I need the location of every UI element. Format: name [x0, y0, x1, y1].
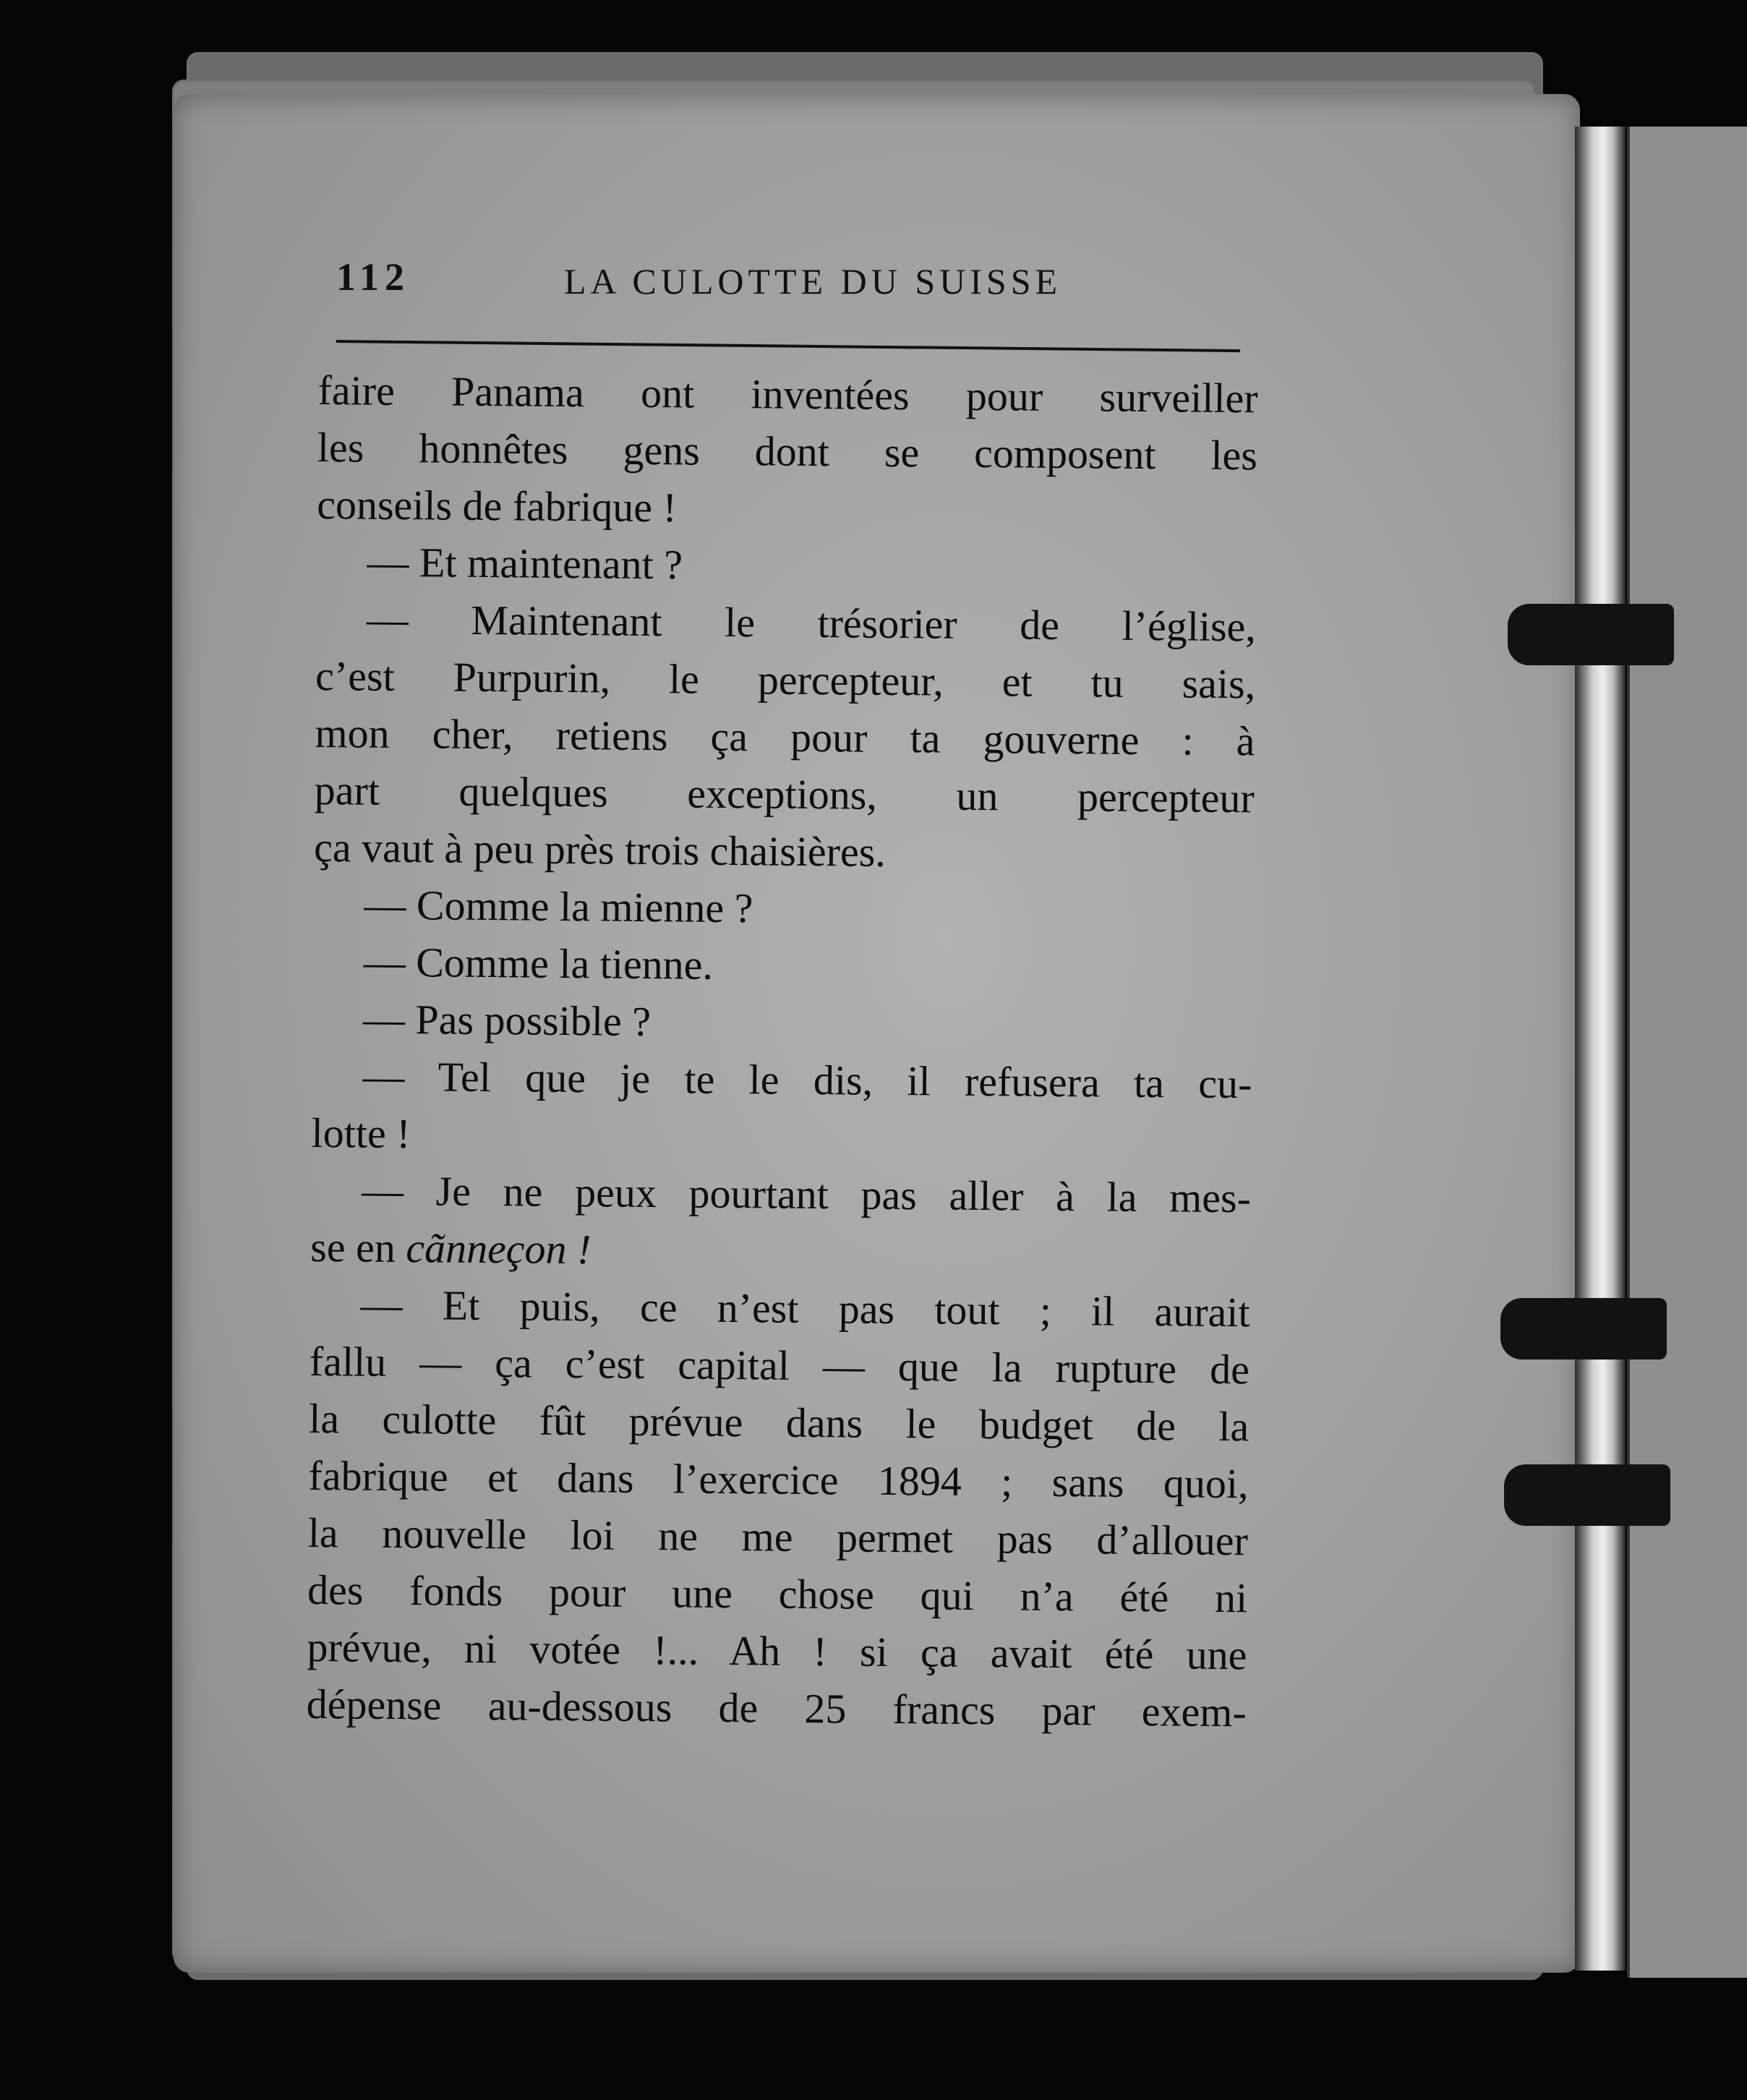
book-spine	[1575, 127, 1626, 1971]
running-head: LA CULOTTE DU SUISSE	[564, 261, 1062, 302]
italic-word: cãnneçon !	[406, 1224, 591, 1273]
text-line: part quelques exceptions, un percepteur	[314, 766, 1255, 822]
text-line: dépense au-dessous de 25 francs par exem-	[306, 1680, 1247, 1736]
text-line: lotte !	[311, 1109, 411, 1158]
text-line: la nouvelle loi ne me permet pas d’allouer	[307, 1508, 1249, 1565]
page-number: 112	[336, 255, 411, 299]
text-line: conseils de fabrique !	[316, 480, 678, 532]
binding-clip	[1508, 604, 1674, 665]
text-line: c’est Purpurin, le percepteur, et tu sais,	[315, 652, 1256, 708]
text-line: fabrique et dans l’exercice 1894 ; sans quoi,	[308, 1451, 1249, 1508]
text-line: — Comme la mienne ?	[364, 881, 753, 932]
page-header	[329, 255, 1233, 312]
text-line	[310, 1218, 1251, 1284]
text-line: — Tel que je te le dis, il refusera ta cu-	[362, 1052, 1252, 1108]
text-line: — Je ne peux pourtant pas aller à la mes-	[361, 1166, 1252, 1222]
text-line: — Maintenant le trésorier de l’église,	[366, 595, 1257, 651]
facing-page-edge	[1627, 127, 1747, 1978]
text-span: se en	[310, 1223, 406, 1272]
text-line: mon cher, retiens ça pour ta gouverne : à	[315, 709, 1255, 765]
binding-clip	[1504, 1464, 1670, 1526]
text-line: la culotte fût prévue dans le budget de la	[308, 1394, 1250, 1451]
text-line: fallu — ça c’est capital — que la rupture de	[309, 1337, 1250, 1393]
body-text	[306, 362, 1257, 1741]
binding-clip	[1500, 1298, 1667, 1360]
text-line: les honnêtes gens dont se composent les	[317, 423, 1258, 479]
text-line: faire Panama ont inventées pour surveiller	[317, 366, 1258, 422]
text-line: — Et maintenant ?	[367, 538, 683, 589]
text-line: — Comme la tienne.	[363, 938, 714, 989]
text-line: — Pas possible ?	[362, 995, 652, 1046]
text-line: ça vaut à peu près trois chaisières.	[313, 823, 887, 876]
text-line: — Et puis, ce n’est pas tout ; il aurait	[360, 1281, 1250, 1336]
text-line: des fonds pour une chose qui n’a été ni	[307, 1566, 1248, 1622]
text-line: prévue, ni votée !... Ah ! si ça avait été une	[307, 1623, 1247, 1679]
